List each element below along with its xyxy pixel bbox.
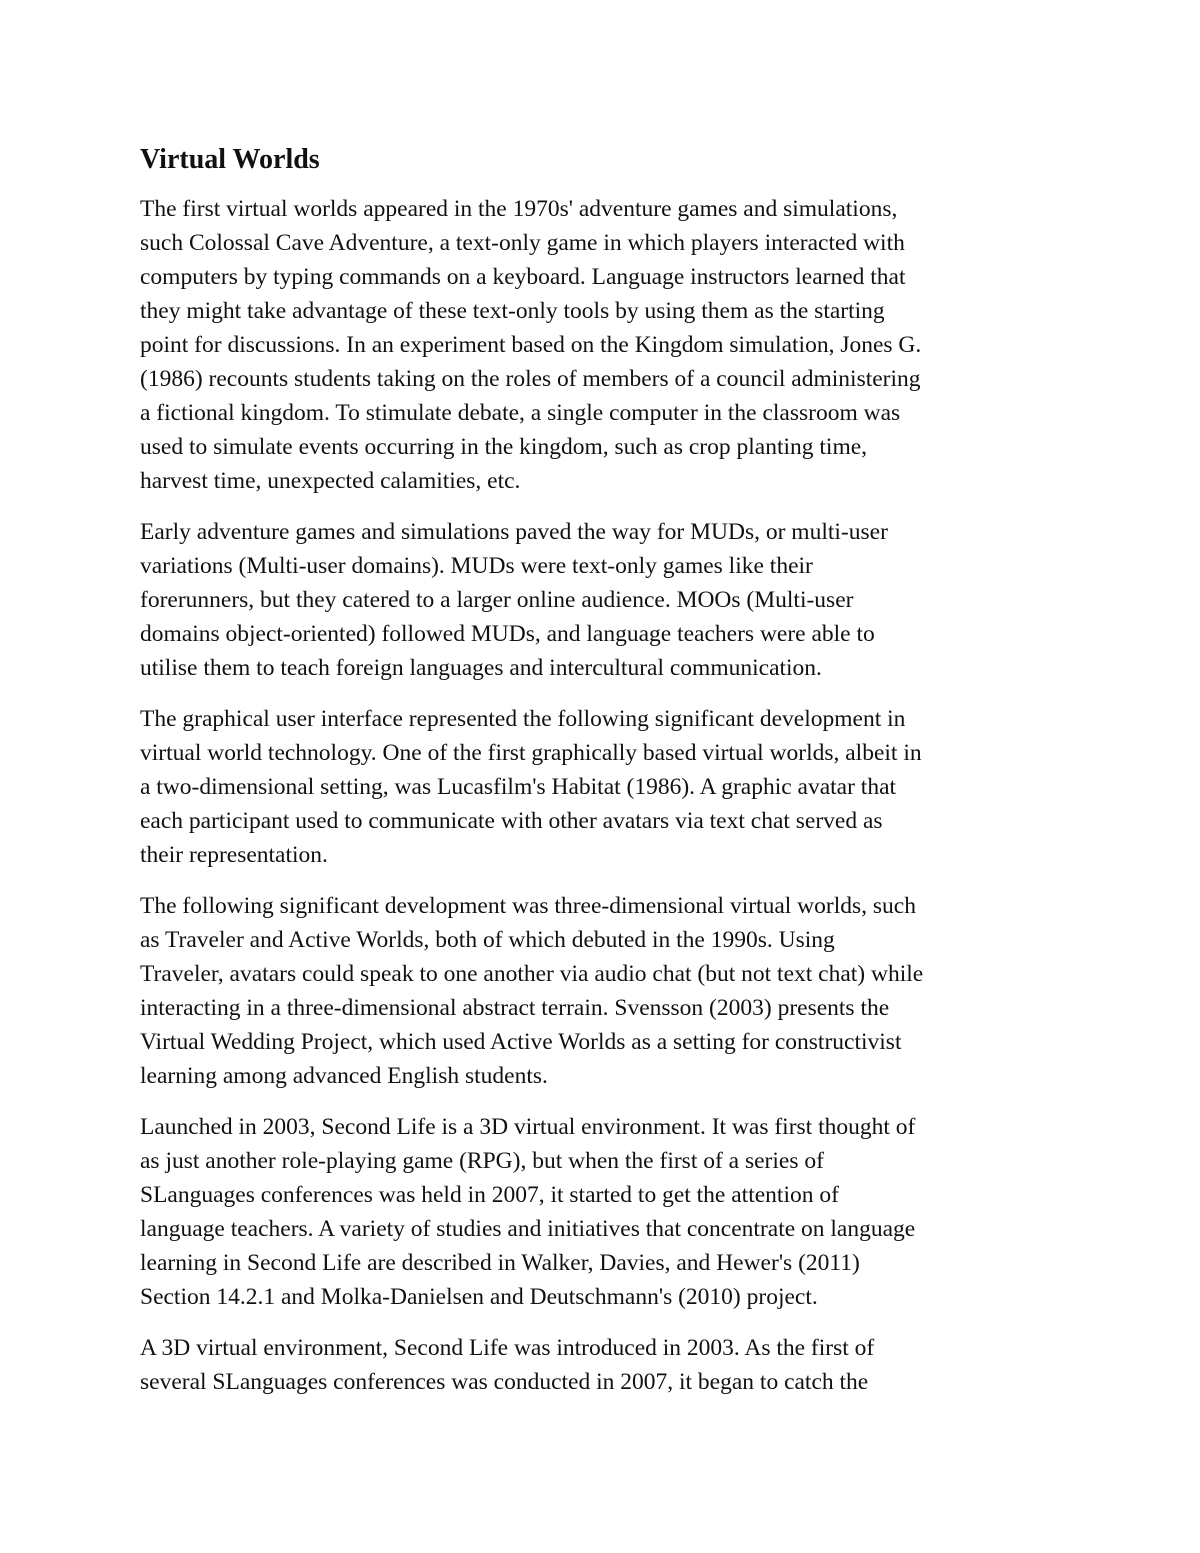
text-line: Traveler, avatars could speak to one another via audio chat (but not text chat) while (140, 961, 924, 987)
paragraph-three-dimensional-worlds (140, 889, 1070, 1093)
text-line: language teachers. A variety of studies and initiatives that concentrate on language (140, 1216, 916, 1242)
document-body (140, 140, 1070, 1416)
text-line: each participant used to communicate with other avatars via text chat served as (140, 808, 883, 834)
paragraph-second-life-launch (140, 1110, 1070, 1314)
text-line: they might take advantage of these text-only tools by using them as the starting (140, 298, 885, 324)
paragraph-first-virtual-worlds (140, 192, 1070, 498)
text-line: Launched in 2003, Second Life is a 3D virtual environment. It was first thought of (140, 1114, 916, 1140)
text-line: The graphical user interface represented the following significant development in (140, 706, 906, 732)
document-title: Virtual Worlds (140, 144, 320, 175)
text-line: forerunners, but they catered to a larger online audience. MOOs (Multi-user (140, 587, 854, 613)
text-line: A 3D virtual environment, Second Life was introduced in 2003. As the first of (140, 1335, 875, 1361)
text-line: The following significant development was three-dimensional virtual worlds, such (140, 893, 916, 919)
text-line: Early adventure games and simulations paved the way for MUDs, or multi-user (140, 519, 888, 545)
text-line: SLanguages conferences was held in 2007, it started to get the attention of (140, 1182, 839, 1208)
text-line: their representation. (140, 842, 328, 868)
text-line: learning among advanced English students. (140, 1063, 548, 1089)
paragraph-muds-moos (140, 515, 1070, 685)
text-line: harvest time, unexpected calamities, etc. (140, 468, 521, 494)
text-line: virtual world technology. One of the first graphically based virtual worlds, albeit in (140, 740, 922, 766)
paragraph-graphical-interface (140, 702, 1070, 872)
text-line: such Colossal Cave Adventure, a text-only game in which players interacted with (140, 230, 905, 256)
text-line: as Traveler and Active Worlds, both of which debuted in the 1990s. Using (140, 927, 835, 953)
text-line: used to simulate events occurring in the kingdom, such as crop planting time, (140, 434, 868, 460)
text-line: several SLanguages conferences was conducted in 2007, it began to catch the (140, 1369, 869, 1395)
text-line: The first virtual worlds appeared in the 1970s' adventure games and simulations, (140, 196, 898, 222)
text-line: (1986) recounts students taking on the roles of members of a council administering (140, 366, 921, 392)
text-line: Section 14.2.1 and Molka-Danielsen and Deutschmann's (2010) project. (140, 1284, 818, 1310)
text-line: learning in Second Life are described in Walker, Davies, and Hewer's (2011) (140, 1250, 860, 1276)
text-line: domains object-oriented) followed MUDs, and language teachers were able to (140, 621, 875, 647)
text-line: interacting in a three-dimensional abstract terrain. Svensson (2003) presents the (140, 995, 890, 1021)
text-line: variations (Multi-user domains). MUDs were text-only games like their (140, 553, 813, 579)
text-line: computers by typing commands on a keyboard. Language instructors learned that (140, 264, 906, 290)
text-line: Virtual Wedding Project, which used Active Worlds as a setting for constructivist (140, 1029, 902, 1055)
text-line: a fictional kingdom. To stimulate debate, a single computer in the classroom was (140, 400, 901, 426)
text-line: utilise them to teach foreign languages and intercultural communication. (140, 655, 822, 681)
text-line: point for discussions. In an experiment based on the Kingdom simulation, Jones G. (140, 332, 922, 358)
paragraph-second-life-intro (140, 1331, 1070, 1399)
text-line: as just another role-playing game (RPG), but when the first of a series of (140, 1148, 824, 1174)
text-line: a two-dimensional setting, was Lucasfilm's Habitat (1986). A graphic avatar that (140, 774, 897, 800)
